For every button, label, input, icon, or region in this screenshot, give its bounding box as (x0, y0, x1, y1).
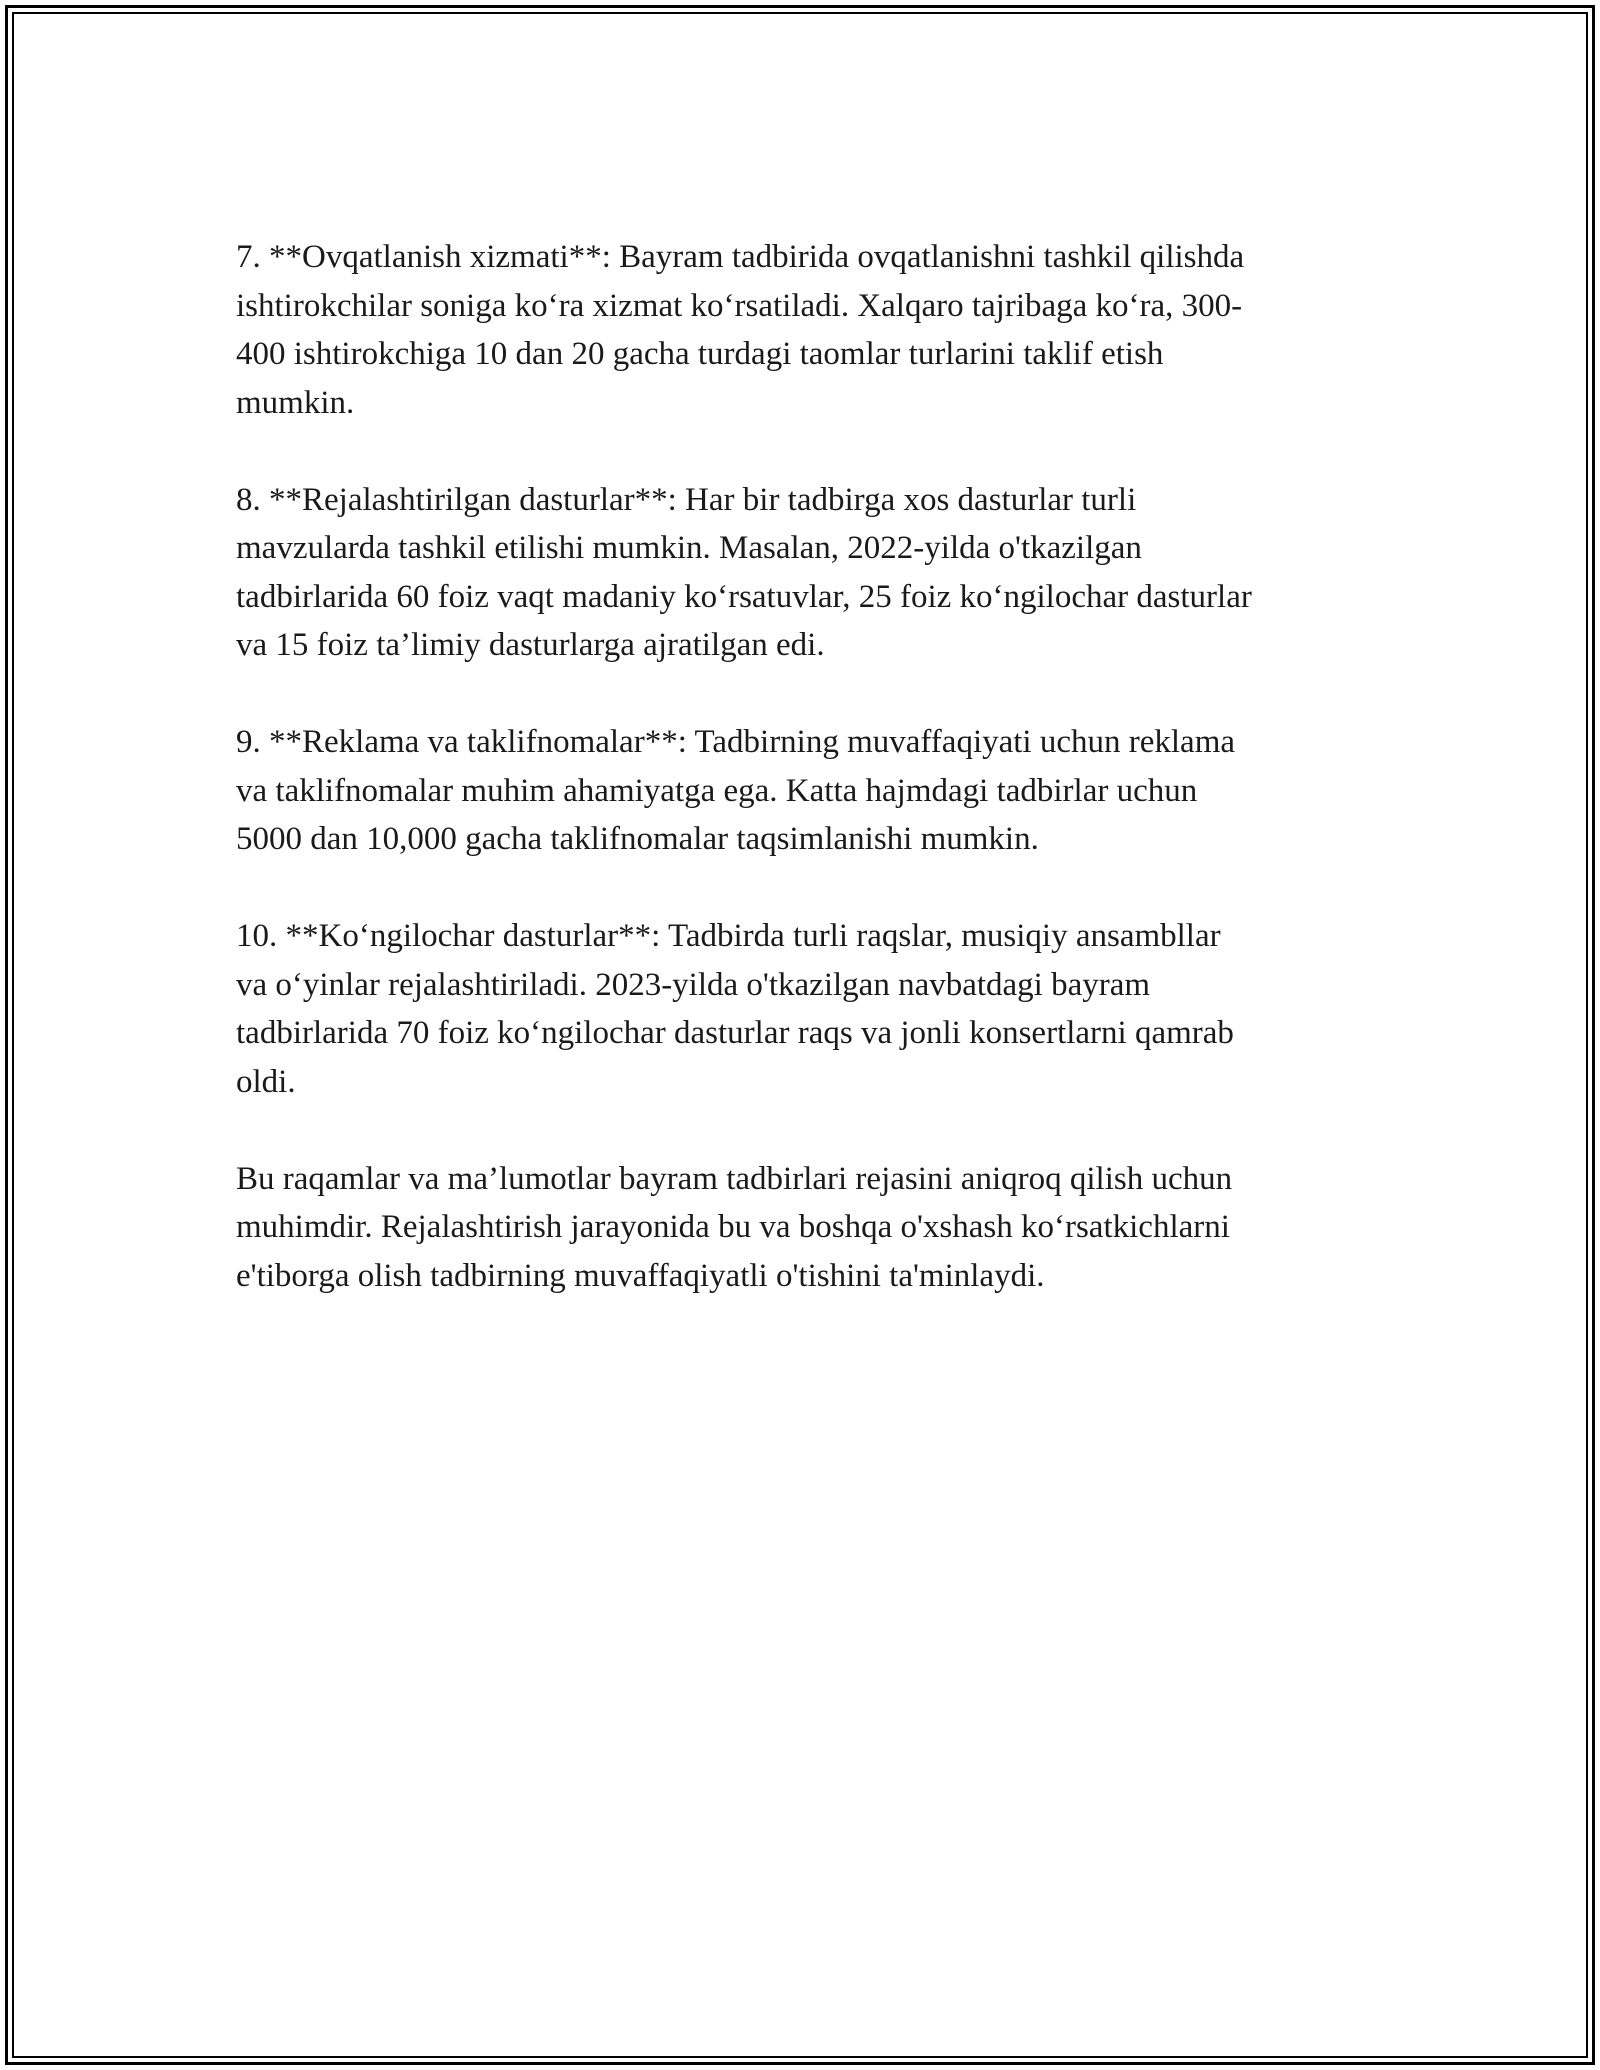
paragraph-item-7: 7. **Ovqatlanish xizmati**: Bayram tadbirida ovqatlanishni tashkil qilishda ishtirokchilar soniga ko‘ra xizmat ko‘rsatiladi. Xalqaro tajribaga ko‘ra, 300- 400 ishtirokchiga 10 dan 20 gacha turdagi taomlar turlarini taklif etish mumkin. (236, 239, 1245, 421)
paragraph-item-8: 8. **Rejalashtirilgan dasturlar**: Har bir tadbirga xos dasturlar turli mavzularda tashkil etilishi mumkin. Masalan, 2022-yilda o'tkazilgan tadbirlarida 60 foiz vaqt madaniy ko‘rsatuvlar, 25 foiz ko‘ngilochar dasturlar va 15 foiz ta’limiy dasturlarga ajratilgan edi. (236, 481, 1252, 663)
paragraph-item-10: 10. **Ko‘ngilochar dasturlar**: Tadbirda turli raqslar, musiqiy ansambllar va o‘yinlar rejalashtiriladi. 2023-yilda o'tkazilgan navbatdagi bayram tadbirlarida 70 foiz ko‘ngilochar dasturlar raqs va jonli konsertlarni qamrab oldi. (236, 918, 1234, 1100)
paragraph-conclusion: Bu raqamlar va ma’lumotlar bayram tadbirlari rejasini aniqroq qilish uchun muhimdir. Rejalashtirish jarayonida bu va boshqa o'xshash ko‘rsatkichlarni e'tiborga olish tadbirning muvaffaqiyatli o'tishini ta'minlaydi. (236, 1160, 1233, 1294)
paragraph-item-9: 9. **Reklama va taklifnomalar**: Tadbirning muvaffaqiyati uchun reklama va taklifnomalar muhim ahamiyatga ega. Katta hajmdagi tadbirlar uchun 5000 dan 10,000 gacha taklifnomalar taqsimlanishi mumkin. (236, 724, 1236, 857)
document-body (236, 233, 1376, 1349)
